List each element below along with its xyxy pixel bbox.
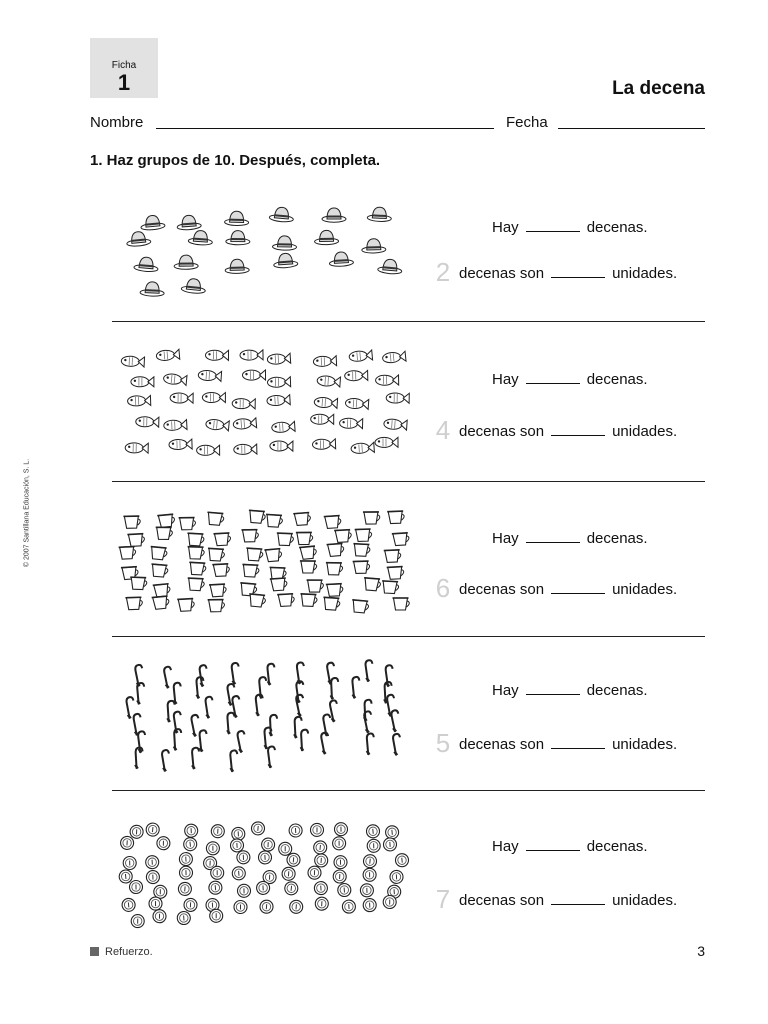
coins-item [177,911,191,925]
fish-item [313,356,336,367]
fish-item [169,439,192,450]
pots-item [151,564,169,577]
canes-item [160,750,171,772]
coins-item [287,853,301,867]
canes-item [236,731,248,753]
pots-item [212,564,229,577]
pots-item [246,548,263,561]
pots-item [296,532,313,544]
fish-item [312,439,335,450]
fish-item [127,395,150,406]
fish-item [164,420,187,431]
coins-item [261,838,275,852]
hats-item [225,259,249,274]
pots-item [208,600,225,612]
coins-item [178,882,192,896]
pots-item [277,594,294,607]
fish-item [349,350,373,362]
fish-item [386,393,409,403]
coins-item [237,850,251,864]
canes-item [294,694,306,716]
canes-item [254,694,264,716]
coins-item [256,881,270,895]
coins-item [282,867,296,881]
canes-item [267,746,278,768]
ficha-label: Ficha [111,60,137,71]
fish-item [198,370,222,382]
canes-item [328,700,340,722]
hats-item [367,207,392,222]
pots-item [177,599,194,612]
coins-item [363,854,377,868]
pots-item [270,578,288,591]
fish-item [375,437,398,447]
canes-item [204,696,215,718]
hats-item [225,211,249,226]
coins-item [284,881,298,895]
hats-item [273,253,298,269]
coins-item [120,836,134,850]
coins-item [184,824,198,838]
canes-item [162,666,174,688]
coins-item [385,825,399,839]
hats-item [269,206,294,222]
canes-item [195,677,205,699]
pots-item [189,562,206,575]
page-title: La decena [612,78,705,99]
pots-item [156,527,173,539]
coins-item [184,898,198,912]
unidades-answer-field[interactable] [551,581,605,594]
hats-item [140,281,165,296]
hats-icon [105,195,425,305]
tracing-digit: 6 [435,573,451,603]
pots-item [127,534,144,547]
pots-item [381,581,398,594]
coins-item [259,900,273,914]
section-divider [112,321,705,322]
fish-item [240,350,263,360]
exercise-section-hats [105,195,705,310]
fish-item [232,398,255,408]
exercise-section-fish [105,335,705,470]
name-date-row [90,114,705,136]
coins-item [179,866,193,880]
hats-item [314,230,338,245]
pots-item [241,530,258,542]
hats-item [140,214,165,230]
canes-icon [105,655,425,775]
hay-line: Hay decenas. [492,530,648,547]
canes-item [269,715,278,736]
fish-item [267,353,291,364]
coins-item [334,823,347,836]
hats-item [126,231,151,247]
decenas-son-line: 2 decenas son unidades. [433,257,677,288]
pots-icon [105,500,425,620]
coins-item [183,837,197,851]
pots-item [384,550,401,563]
coins-item [360,884,373,897]
pots-item [206,512,224,525]
canes-item [364,660,375,682]
hats-item [188,230,213,246]
coins-item [130,825,144,839]
section-divider [112,790,705,791]
fish-icon [105,335,425,465]
fish-item [234,444,257,455]
coins-item [211,824,225,838]
coins-item [289,824,303,838]
footer-label: Refuerzo. [90,946,153,958]
decenas-answer-field[interactable] [526,838,580,851]
coins-item [367,839,380,852]
pots-item [242,564,259,577]
tracing-digit: 4 [435,415,451,445]
unidades-answer-field[interactable] [551,265,605,278]
canes-item [230,663,241,685]
fish-item [382,351,406,363]
name-field[interactable] [156,128,494,129]
pots-item [130,577,147,590]
fish-item [125,443,148,453]
coins-item [149,897,162,910]
pots-item [351,600,369,613]
pots-item [300,594,317,607]
fish-item [267,395,291,406]
hats-item [329,251,354,267]
coins-item [210,909,223,922]
hats-item [174,255,198,269]
pots-item [264,549,282,562]
canes-item [231,696,243,718]
tracing-digit: 2 [435,257,451,287]
coins-item [342,900,356,914]
fish-item [271,421,295,433]
pots-item [355,529,372,542]
section-divider [112,636,705,637]
unidades-answer-field[interactable] [551,423,605,436]
pots-item [207,548,224,561]
coins-item [179,852,193,866]
fish-item [317,375,341,387]
canes-item [191,748,201,770]
decenas-answer-field[interactable] [526,219,580,232]
pots-item [353,561,370,573]
page-number: 3 [697,943,705,959]
coins-item [363,898,377,912]
coins-item [279,842,292,855]
fish-item [267,377,290,388]
fish-item [205,350,228,360]
hats-item [272,236,296,251]
pots-item [363,578,381,591]
exercise-section-pots [105,500,705,625]
unidades-answer-field[interactable] [551,736,605,749]
date-label: Fecha [506,114,548,131]
coins-item [308,866,321,879]
coins-item [337,883,351,897]
hats-item [134,256,159,272]
pots-item [387,511,404,524]
pots-item [323,597,341,610]
hats-item [361,238,385,253]
coins-item [363,868,376,881]
pots-item [187,578,204,591]
fish-item [311,414,334,424]
coins-item [122,898,136,912]
coins-item [123,856,136,869]
hats-item [226,230,250,244]
fish-item [384,419,408,431]
fish-item [156,349,180,361]
coins-item [333,837,346,850]
coins-item [333,870,347,884]
section-divider [112,481,705,482]
pots-item [179,518,196,530]
pots-item [326,563,343,575]
pots-item [307,580,324,592]
hats-item [378,258,403,274]
coins-item [131,914,144,927]
coins-icon [105,812,425,934]
canes-item [390,710,402,732]
exercise-instruction: 1. Haz grupos de 10. Después, completa. [90,152,381,169]
fish-item [202,392,225,402]
pots-item [327,543,345,556]
pots-item [119,546,136,559]
fish-item [270,441,293,451]
pots-item [265,514,283,527]
date-field[interactable] [558,128,705,129]
coins-item [395,853,409,867]
pots-item [299,546,317,559]
pots-item [157,514,175,527]
pots-item [123,516,140,528]
tracing-digit: 5 [435,728,451,758]
fish-item [163,373,187,385]
exercise-section-coins [105,812,705,937]
fish-item [339,418,362,429]
hats-item [176,215,201,231]
square-bullet-icon [90,947,99,956]
pots-item [187,533,204,546]
canes-item [229,750,239,772]
pots-item [153,584,171,598]
hats-item [322,208,346,222]
coins-item [334,856,347,869]
hats-item [181,278,206,295]
pots-item [248,510,266,523]
pots-item [324,516,342,529]
pots-item [152,596,170,610]
fish-item [131,377,154,387]
decenas-answer-field[interactable] [526,371,580,384]
hay-line: Hay decenas. [492,682,648,699]
pots-item [276,533,293,546]
canes-item [226,684,238,706]
pots-item [150,547,168,561]
coins-item [208,881,222,895]
pots-item [334,530,351,543]
fish-item [197,445,220,455]
decenas-son-line: 6 decenas son unidades. [433,573,677,604]
exercise-section-canes [105,655,705,780]
coins-item [366,824,380,838]
pots-item [248,594,266,607]
canes-item [226,713,236,735]
pots-item [293,512,311,525]
coins-item [153,910,166,923]
pots-item [326,584,343,597]
fish-item [376,375,399,385]
canes-item [136,683,146,705]
coins-item [315,897,329,911]
coins-item [314,881,328,895]
canes-item [362,711,374,733]
fish-item [136,417,159,428]
fish-item [345,398,369,409]
coins-item [289,900,303,914]
pots-item [187,547,204,560]
unidades-answer-field[interactable] [551,892,605,905]
coins-item [232,866,246,880]
canes-item [365,733,375,755]
decenas-son-line: 4 decenas son unidades. [433,415,677,446]
fish-item [314,397,338,409]
fish-item [233,418,257,430]
decenas-son-line: 7 decenas son unidades. [433,884,677,915]
hay-line: Hay decenas. [492,371,648,388]
pots-item [300,561,317,573]
fish-item [170,393,193,403]
coins-item [251,821,265,835]
coins-item [119,869,133,883]
pots-item [213,533,230,546]
fish-item [121,356,144,367]
coins-item [211,866,224,879]
canes-item [266,663,276,685]
coins-item [258,850,272,864]
decenas-answer-field[interactable] [526,530,580,543]
fish-item [351,442,375,454]
copyright-note: © 2007 Santillana Educación, S. L. [23,458,31,568]
canes-item [391,733,403,755]
pots-item [363,512,380,524]
canes-item [351,677,361,699]
tracing-digit: 7 [435,884,451,914]
pots-item [125,597,142,610]
coins-item [146,870,159,883]
coins-item [234,900,247,913]
fish-item [345,370,368,380]
coins-item [390,870,404,884]
fish-item [242,370,265,380]
canes-item [330,678,339,699]
hay-line: Hay decenas. [492,838,648,855]
canes-item [198,730,208,752]
coins-item [314,854,328,868]
coins-item [129,880,142,893]
coins-item [230,838,244,852]
coins-item [383,838,397,852]
coins-item [313,840,327,854]
coins-item [146,822,160,836]
coins-item [157,837,170,850]
coins-item [383,895,396,908]
canes-item [198,665,209,687]
pots-item [393,598,410,610]
pots-item [209,584,226,597]
pots-item [392,533,409,546]
decenas-son-line: 5 decenas son unidades. [433,728,677,759]
fish-item [205,419,229,431]
name-label: Nombre [90,114,144,131]
coins-item [154,885,167,898]
coins-item [310,823,323,836]
coins-item [237,884,250,897]
coins-item [145,855,159,869]
ficha-number: 1 [117,70,131,95]
ficha-badge [90,38,158,98]
canes-item [300,730,309,751]
pots-item [353,544,370,557]
decenas-answer-field[interactable] [526,682,580,695]
hay-line: Hay decenas. [492,219,648,236]
pots-item [387,567,404,580]
coins-item [206,842,219,855]
